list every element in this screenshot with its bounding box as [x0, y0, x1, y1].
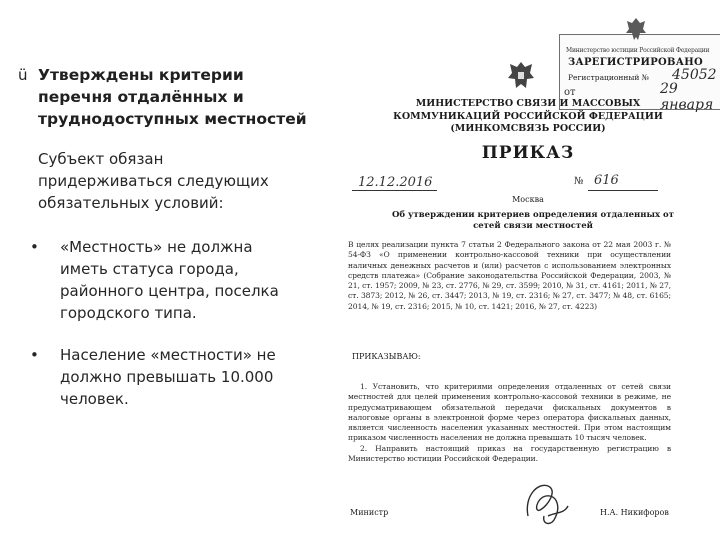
bullet-icon: • — [30, 238, 39, 256]
stamp-registered: ЗАРЕГИСТРИРОВАНО — [568, 57, 704, 68]
order-verb: ПРИКАЗЫВАЮ: — [352, 352, 421, 361]
emblem-icon — [506, 60, 536, 94]
stamp-date-label: от — [564, 87, 576, 98]
slide-heading — [18, 64, 318, 130]
conditions-list — [30, 236, 305, 410]
order-items — [348, 382, 671, 464]
condition-item — [30, 236, 305, 324]
signer-title: Министр — [350, 508, 389, 517]
order-item-2: 2. Направить настоящий приказ на государственную регистрацию в Министерство юстиции Российской Федерации. — [348, 443, 671, 464]
subject-text: Субъект обязан придерживаться следующих обязательных условий: — [38, 150, 269, 212]
order-item-1: 1. Установить, что критериями определения отдаленных от сетей связи местностей для целей применения контрольно-кассовой техники в режиме, не предусматривающем обязательной передачи фискальных документов в налоговые органы в электронной форме через оператора фискальных данных, является численность населения указанных местностей. При этом настоящим приказом численность населения не должна превышать 10 тысяч человек. — [348, 382, 671, 443]
signature-icon — [518, 476, 574, 528]
number-underline — [588, 190, 658, 191]
order-document-scan — [338, 0, 720, 540]
coat-of-arms-icon — [623, 15, 649, 43]
heading-title: Утверждены критерии перечня отдалённых и труднодоступных местностей — [38, 66, 307, 128]
order-subject: Об утверждении критериев определения отдаленных от сетей связи местностей — [392, 210, 674, 231]
stamp-date-value: 29 января — [660, 81, 714, 113]
bullet-icon: • — [30, 346, 39, 364]
order-city: Москва — [512, 195, 544, 204]
date-underline — [352, 190, 437, 191]
check-mark-icon: ü — [18, 66, 28, 84]
signer-name: Н.А. Никифоров — [600, 508, 669, 517]
order-title: ПРИКАЗ — [481, 143, 575, 163]
stamp-number-label: Регистрационный № — [568, 73, 649, 82]
stamp-number-value: 45052 — [672, 67, 717, 83]
order-number-label: № — [574, 176, 584, 187]
order-preamble: В целях реализации пункта 7 статьи 2 Федерального закона от 22 мая 2003 г. № 54-ФЗ «О применении контрольно-кассовой техники при осуществлении наличных денежных расчетов и (или) расчетов с использованием электронных средств платежа» (Собрание законодательства Российской Федерации, 2003, № 21, ст. 1957; 2009, № 23, ст. 2776, № 29, ст. 3599; 2010, № 31, ст. 4161; 2011, № 27, ст. 3873; 2012, № 26, ст. 3447; 2013, № 19, ст. 2316; № 27, ст. 3477; № 48, ст. 6165; 2014, № 19, ст. 2316; 2015, № 10, ст. 1421; 2016, № 27, ст. 4223) — [348, 240, 671, 311]
condition-text: «Местность» не должна иметь статуса города, районного центра, поселка городского типа. — [60, 238, 279, 322]
stamp-org: Министерство юстиции Российской Федерации — [566, 47, 710, 54]
condition-text: Население «местности» не должно превышать 10.000 человек. — [60, 346, 276, 408]
ministry-name — [378, 98, 678, 136]
condition-item — [30, 344, 305, 410]
order-date: 12.12.2016 — [358, 175, 433, 190]
ministry-full: МИНИСТЕРСТВО СВЯЗИ И МАССОВЫХ КОММУНИКАЦИЙ РОССИЙСКОЙ ФЕДЕРАЦИИ — [393, 98, 663, 122]
ministry-short: (МИНКОМСВЯЗЬ РОССИИ) — [450, 123, 606, 134]
order-number: 616 — [594, 173, 619, 188]
